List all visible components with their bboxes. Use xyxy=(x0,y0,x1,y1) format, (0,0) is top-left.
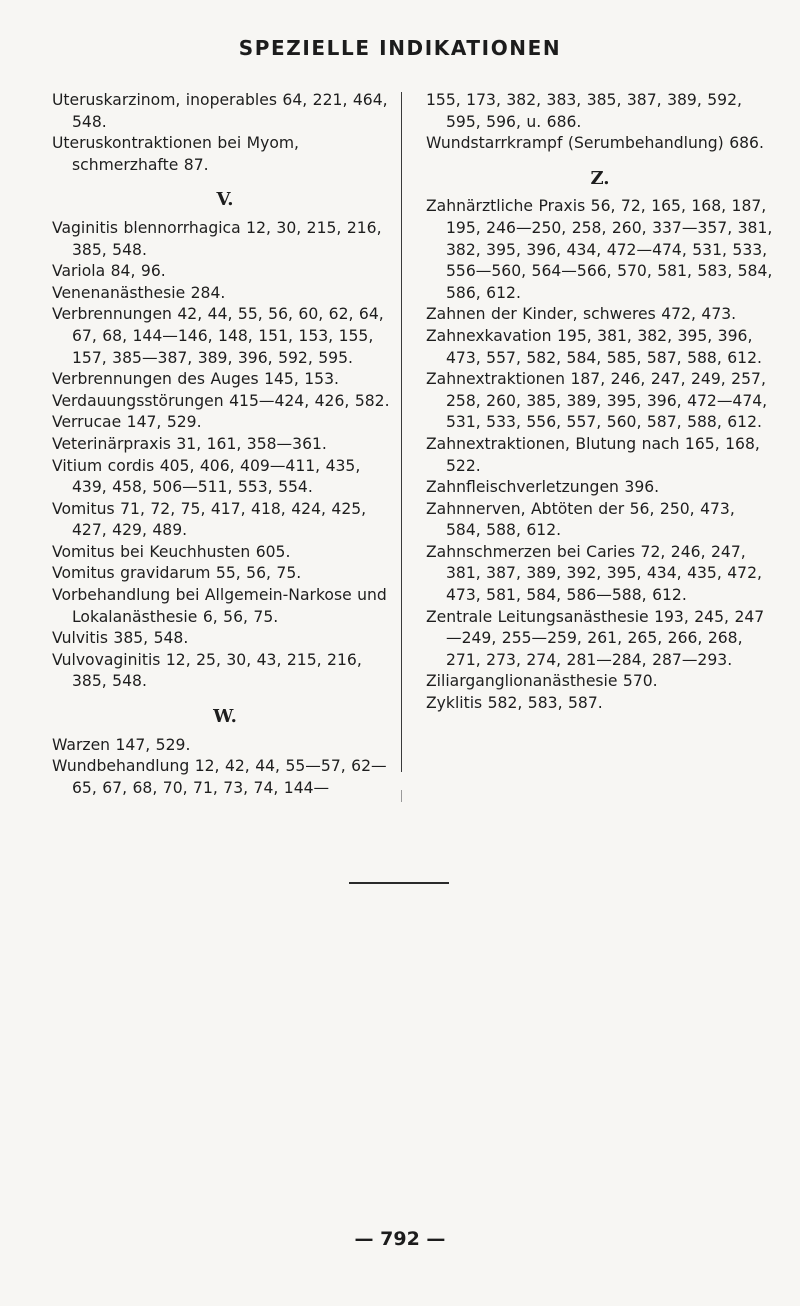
index-entry: Zentrale Leitungsanästhesie 193, 245, 247—249, 255—259, 261, 265, 266, 268, 271, 273, 274, 281—284, 287—293. xyxy=(426,607,765,669)
page-number: — 792 — xyxy=(354,1228,446,1250)
index-entry: Venenanästhesie 284. xyxy=(52,283,226,302)
index-entry: Veterinärpraxis 31, 161, 358—361. xyxy=(52,434,327,453)
index-entry: Uteruskontraktionen bei Myom, schmerzhafte 87. xyxy=(52,134,300,174)
index-entry: Verdauungsstörungen 415—424, 426, 582. xyxy=(52,391,390,410)
index-entry: Zahnen der Kinder, schweres 472, 473. xyxy=(426,305,737,324)
index-entry: Vaginitis blennorrhagica 12, 30, 215, 216, 385, 548. xyxy=(52,218,382,259)
index-entry: Vomitus bei Keuchhusten 605. xyxy=(52,542,291,561)
index-entry: Zahnexkavation 195, 381, 382, 395, 396, 473, 557, 582, 584, 585, 587, 588, 612. xyxy=(426,326,762,367)
index-entry: Variola 84, 96. xyxy=(52,262,166,281)
index-entry: Zahnschmerzen bei Caries 72, 246, 247, 381, 387, 389, 392, 395, 434, 435, 472, 473, 581, 584, 586—588, 612. xyxy=(426,542,762,605)
index-entry: Vitium cordis 405, 406, 409—411, 435, 439, 458, 506—511, 553, 554. xyxy=(52,456,361,497)
index-entry: Verbrennungen des Auges 145, 153. xyxy=(52,370,339,389)
index-entry: Warzen 147, 529. xyxy=(52,735,191,754)
index-entry: Wundbehandlung 12, 42, 44, 55—57, 62—65, 67, 68, 70, 71, 73, 74, 144— xyxy=(52,757,387,797)
index-entry: Vulvovaginitis 12, 25, 30, 43, 215, 216, 385, 548. xyxy=(52,650,362,691)
left-column xyxy=(52,90,398,799)
index-entry: Verrucae 147, 529. xyxy=(52,413,202,432)
section-letter-v: V. xyxy=(216,189,234,211)
column-divider-stub xyxy=(401,790,402,802)
section-letter-z: Z. xyxy=(590,167,610,189)
index-entry: Zahnärztliche Praxis 56, 72, 165, 168, 187, 195, 246—250, 258, 260, 337—357, 381, 382, 395, 396, 434, 472—474, 531, 533, 556—560, 564—566, 570, 581, 583, 584, 586, 612. xyxy=(426,197,773,302)
section-letter-w: W. xyxy=(213,706,237,728)
index-entry: Zahnextraktionen 187, 246, 247, 249, 257, 258, 260, 385, 389, 395, 396, 472—474, 531, 533, 556, 557, 560, 587, 588, 612. xyxy=(426,370,768,432)
index-entry: 155, 173, 382, 383, 385, 387, 389, 592, 595, 596, u. 686. xyxy=(426,91,742,131)
index-entry: Vorbehandlung bei Allgemein-Narkose und Lokalanästhesie 6, 56, 75. xyxy=(52,586,387,626)
index-entry: Vulvitis 385, 548. xyxy=(52,629,189,648)
column-divider xyxy=(401,92,402,772)
index-entry: Verbrennungen 42, 44, 55, 56, 60, 62, 64, 67, 68, 144—146, 148, 151, 153, 155, 157, 385—387, 389, 396, 592, 595. xyxy=(52,305,384,367)
right-column xyxy=(426,90,774,715)
index-entry: Vomitus gravidarum 55, 56, 75. xyxy=(52,564,302,583)
index-entry: Ziliarganglionanästhesie 570. xyxy=(426,672,658,691)
footer-rule xyxy=(349,882,449,884)
index-entry: Uteruskarzinom, inoperables 64, 221, 464, 548. xyxy=(52,91,388,131)
index-entry: Zahnextraktionen, Blutung nach 165, 168, 522. xyxy=(426,434,760,475)
index-entry: Zahnnerven, Abtöten der 56, 250, 473, 584, 588, 612. xyxy=(426,499,735,540)
index-entry: Zahnfleischverletzungen 396. xyxy=(426,478,660,497)
page-title: SPEZIELLE INDIKATIONEN xyxy=(238,36,562,60)
index-entry: Wundstarrkrampf (Serumbehandlung) 686. xyxy=(426,134,764,153)
index-entry: Vomitus 71, 72, 75, 417, 418, 424, 425, 427, 429, 489. xyxy=(52,499,367,540)
index-entry: Zyklitis 582, 583, 587. xyxy=(426,694,603,713)
